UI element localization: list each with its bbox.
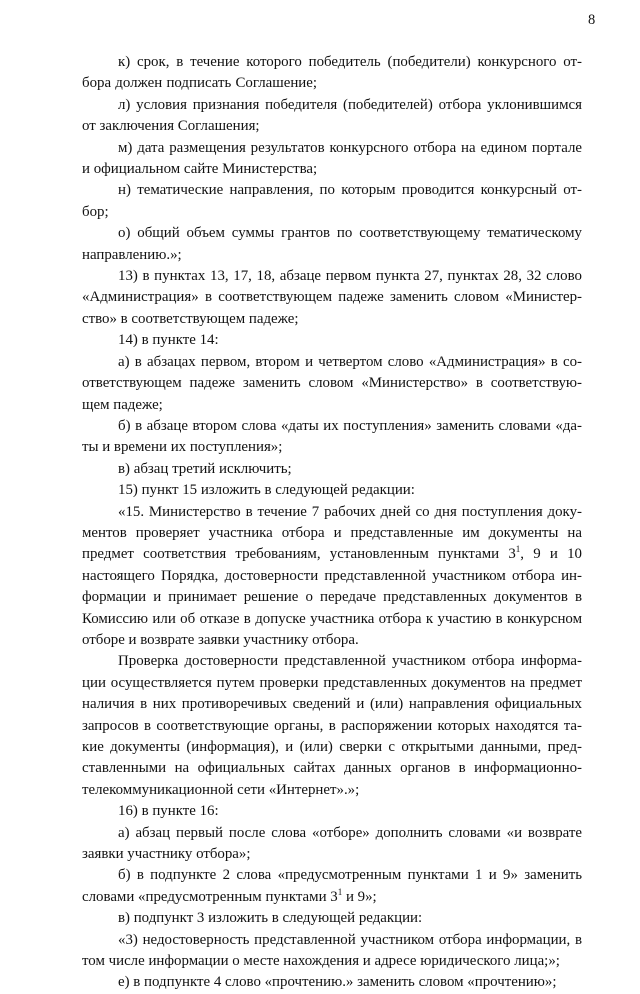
paragraph-k: к) срок, в течение которого победитель (победители) конкурсного от-бора должен подписать Соглашение; [82,54,582,92]
superscript-one: 1 [337,886,343,897]
paragraph-item-14: 14) в пункте 14: [118,332,219,349]
paragraph-16-v-text: «3) недостоверность представленной участником отбора информации, в том числе информации о месте нахождения и адресе юридического лица;»; [82,931,582,970]
paragraph-item-13: 13) в пунктах 13, 17, 18, абзаце первом пункта 27, пунктах 28, 32 слово «Администрация» в соответствующем падеже заменить словом «Министер-ство» в соответствующем падеже; [82,268,582,327]
paragraph-l: л) условия признания победителя (победителей) отбора уклонившимся от заключения Соглашения; [82,96,582,135]
paragraph-14-a: а) в абзацах первом, втором и четвертом слово «Администрация» в со-ответствующем падеже заменить словом «Министерство» в соответствую-щем падеже; [82,353,582,413]
paragraph-14-v: в) абзац третий исключить; [118,460,292,477]
document-body [82,52,582,994]
paragraph-o: о) общий объем суммы грантов по соответствующему тематическому направлению.»; [82,225,582,263]
paragraph-16-b: б) в подпункте 2 слова «предусмотренным пунктами 1 и 9» заменить словами «предусмотренным пунктами $3^1$ и 9»; [82,867,582,905]
paragraph-item-16: 16) в пункте 16: [118,803,219,820]
paragraph-m: м) дата размещения результатов конкурсного отбора на едином портале и официальном сайте Министерства; [82,139,582,178]
paragraph-16-a: а) абзац первый после слова «отборе» дополнить словами «и возврате заявки участнику отбора»; [82,824,582,863]
paragraph-15-verification: Проверка достоверности представленной участником отбора информа-ции осуществляется путем проверки представленных документов на предмет наличия в них противоречивых сведений и (или) направления официальных запросов в соответствующие органы, в распоряжении которых находятся та-кие документы (информация), и (или) сверки с открытыми данными, пред-ставленными на официальных сайтах данных органов в информационно-телекоммуникационной сети «Интернет».»; [82,653,582,798]
paragraph-n: н) тематические направления, по которым проводится конкурсный от-бор; [82,182,582,220]
superscript-one: 1 [515,544,521,555]
paragraph-14-b: б) в абзаце втором слова «даты их поступления» заменить словами «да-ты и времени их поступления»; [82,417,582,456]
paragraph-16-v: в) подпункт 3 изложить в следующей редакции: [118,910,423,927]
page-number: 8 [588,12,596,28]
paragraph-15-text: «15. Министерство в течение 7 рабочих дней со дня поступления доку-ментов проверяет участника отбора и представленные им документы на предмет соответствия требованиям, установленным пунктами $3^1$, 9 и 10 настоящего Порядка, достоверности представленной участником отбора ин-формации и принимает решение о передаче представленных документов в Комиссию или об отказе в допуске участника отбора к участию в конкурсном отборе и возврате заявки участнику отбора. [82,503,582,648]
paragraph-16-e: е) в подпункте 4 слово «прочтению.» заменить словом «прочтению»; [118,974,557,991]
paragraph-item-15: 15) пункт 15 изложить в следующей редакции: [118,482,415,499]
